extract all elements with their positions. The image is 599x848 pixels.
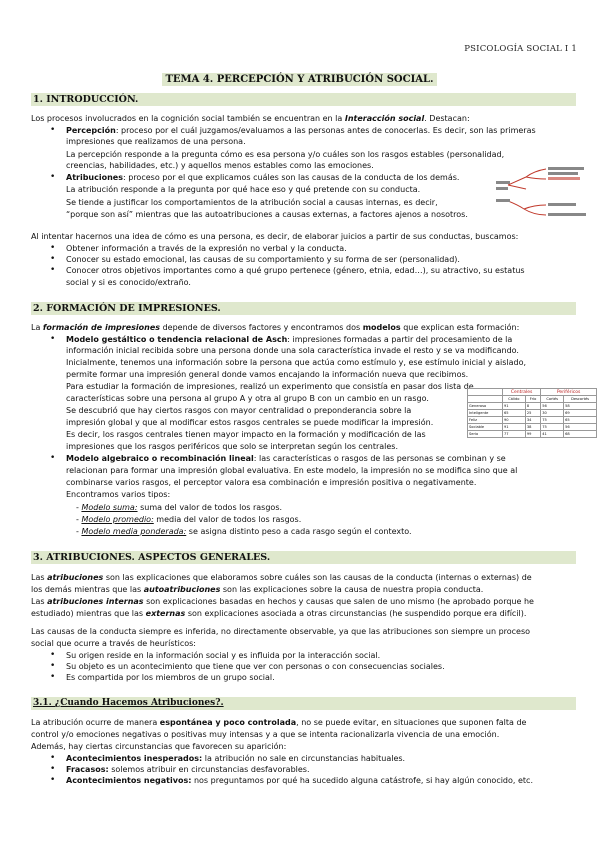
type-name: Modelo suma: — [81, 503, 138, 512]
table-cell: 56 — [541, 403, 564, 410]
section-1-bullets-2 — [66, 172, 566, 183]
term: Modelo gestáltico o tendencia relacional de Asch — [66, 335, 288, 344]
table-cell: 75 — [541, 417, 564, 424]
list-item — [66, 764, 566, 775]
table-header-centrales: Centrales — [502, 389, 540, 396]
model-1-line: permite formar una impresión general donde vamos encajando la información nueva que recibimos. — [66, 370, 469, 379]
model-2-bullet — [66, 453, 566, 464]
percepcion-line-3: La percepción responde a la pregunta cómo es esa persona y/o cuáles son los rasgos estables (personalidad, — [66, 150, 505, 159]
table-corner-2 — [468, 396, 503, 403]
term: Fracasos: — [66, 765, 109, 775]
section-1-bullets — [66, 125, 566, 136]
model-2-line: Encontramos varios tipos: — [66, 490, 171, 499]
list-item: • Su origen reside en la información social y es influida por la interacción social. — [66, 650, 566, 661]
list-item: • Es compartida por los miembros de un grupo social. — [66, 672, 566, 683]
model-1-line: impresiones que los rasgos periféricos que solo se interpretan según los centrales. — [66, 442, 398, 451]
title-wrap — [0, 67, 599, 86]
section-3-list — [66, 650, 566, 684]
table-cell: 65 — [564, 417, 597, 424]
table-header-perifericos: Periféricos — [541, 389, 597, 396]
attribution-diagram-figure — [494, 165, 594, 227]
table-cell: 99 — [525, 431, 540, 438]
table-row — [468, 410, 597, 417]
intro-text-mid: depende de diversos factores y encontramos dos — [160, 323, 363, 332]
text: Las — [31, 573, 48, 582]
section-1-paragraph-2: Al intentar hacernos una idea de cómo es una persona, es decir, de elaborar juicios a partir de sus conductas, buscamos: — [31, 232, 519, 241]
model-1-line: Se descubrió que hay ciertos rasgos con mayor centralidad o preponderancia sobre la — [66, 406, 412, 415]
table-cell: 8 — [525, 403, 540, 410]
table-col-header: Cálido — [502, 396, 525, 403]
term: Acontecimientos negativos: — [66, 776, 192, 786]
type-desc: suma del valor de todos los rasgos. — [137, 503, 283, 512]
model-1-line: información inicial recibida sobre una persona donde una sola característica invade el resto y se va modificando. — [66, 346, 519, 355]
text: La atribución ocurre de manera — [31, 718, 160, 727]
table-row — [468, 403, 597, 410]
text: son las explicaciones sobre la causa de nuestra propia conducta. — [220, 585, 484, 594]
table-col-header: Cortés — [541, 396, 564, 403]
page-header: PSICOLOGÍA SOCIAL I 1 — [464, 44, 577, 54]
intro-text: Los procesos involucrados en la cognición social también se encuentran en la — [31, 114, 345, 123]
table-col-header: Descortés — [564, 396, 597, 403]
model-1-line: Para estudiar la formación de impresiones, realizó un experimento que consistía en pasar dos lista de — [66, 382, 474, 391]
table-corner — [468, 389, 503, 396]
section-2-heading: 2. FORMACIÓN DE IMPRESIONES. — [31, 302, 576, 315]
table-cell: 56 — [564, 424, 597, 431]
type-item: - Modelo suma: suma del valor de todos los rasgos. — [76, 503, 283, 512]
list-item: • Conocer otros objetivos importantes como a qué grupo pertenece (género, etnia, edad…), su atractivo, su estatus — [66, 265, 566, 276]
intro-term: formación de impresiones — [42, 323, 161, 332]
table-cell: 68 — [564, 431, 597, 438]
table-row-label: Feliz — [468, 417, 503, 424]
desc: la atribución no sale en circunstancias habituales. — [202, 754, 406, 763]
list-continuation: social y si es conocido/extraño. — [66, 278, 191, 287]
model-1-bullet — [66, 334, 566, 345]
section-3-1-line-2: control y/o emociones negativas o positivas muy intensas y a que se intenta racionalizarla vivencia de una emoción. — [31, 730, 500, 739]
bold-text: espontánea y poco controlada — [159, 718, 297, 727]
section-3-1-list — [66, 753, 566, 787]
section-3-1-line-1 — [31, 717, 574, 728]
term: Atribuciones — [66, 173, 123, 182]
line: : las características o rasgos de las personas se combinan y se — [253, 454, 506, 463]
section-3-1-line-3: Además, hay ciertas circunstancias que favorecen su aparición: — [31, 742, 287, 751]
term: Acontecimientos inesperados: — [66, 754, 203, 763]
table-row — [468, 431, 597, 438]
section-3-line-4 — [31, 608, 574, 619]
model-1-line: Inicialmente, tenemos una información sobre la persona que actúa como estímulo y, ese estímulo inicial y aislado, — [66, 358, 527, 367]
table-row — [468, 417, 597, 424]
list-item: • Su objeto es un acontecimiento que tiene que ver con personas o con consecuencias sociales. — [66, 661, 566, 672]
table-row-label: Sociable — [468, 424, 503, 431]
desc: nos preguntamos por qué ha sucedido alguna catástrofe, si hay algún conocido, etc. — [191, 776, 533, 786]
intro-text-end: que explican esta formación: — [400, 323, 520, 332]
atribuciones-line-3: Se tiende a justificar los comportamientos de la atribución social a causas internas, es decir, — [66, 198, 438, 207]
section-3-line-2 — [31, 584, 574, 595]
table-cell: 34 — [525, 417, 540, 424]
type-name: Modelo media ponderada: — [81, 527, 187, 536]
atribuciones-line-4: “porque son así” mientras que las autoatribuciones a causas externas, a factores ajenos a nosotros. — [66, 210, 468, 219]
section-1-heading: 1. INTRODUCCIÓN. — [31, 93, 576, 106]
text: son las explicaciones que elaboramos sobre cuáles son las causas de la conducta (internas o externas) de — [103, 573, 532, 582]
list-item — [66, 453, 566, 464]
list-item — [66, 172, 566, 183]
line: : proceso por el cuál juzgamos/evaluamos a las personas antes de conocerlas. Es decir, son las primeras — [115, 126, 536, 135]
section-3-1-heading — [31, 697, 576, 710]
text: , no se puede evitar, en situaciones que suponen falta de — [296, 718, 527, 727]
table-cell: 91 — [502, 403, 525, 410]
type-name: Modelo promedio: — [81, 515, 154, 524]
term: autoatribuciones — [143, 585, 221, 594]
asch-table — [467, 388, 597, 438]
text: son explicaciones basadas en hechos y causas que salen de uno mismo (he aprobado porque he — [143, 597, 534, 606]
percepcion-line-2: impresiones que realizamos de una persona. — [66, 137, 246, 146]
section-3-line-1 — [31, 572, 574, 583]
text: son explicaciones asociada a otras circunstancias (he suspendido porque era difícil). — [185, 609, 527, 618]
table-header-row — [468, 389, 597, 396]
section-1-list — [66, 243, 566, 277]
model-1-line: características sobre una persona al grupo A y otra al grupo B con un cambio en un rasgo. — [66, 394, 429, 403]
section-3-heading: 3. ATRIBUCIONES. ASPECTOS GENERALES. — [31, 551, 576, 564]
model-2-line: combinarse varios rasgos, el perceptor valora esa combinación e impresión positiva o negativamente. — [66, 478, 477, 487]
term: Percepción — [66, 126, 116, 135]
type-desc: media del valor de todos los rasgos. — [153, 515, 302, 524]
list-item — [66, 753, 566, 764]
table-columns-row — [468, 396, 597, 403]
section-2-intro — [31, 322, 574, 333]
intro-bold: modelos — [362, 323, 401, 332]
table-cell: 38 — [525, 424, 540, 431]
table-col-header: Frío — [525, 396, 540, 403]
section-3-p2-line-2: social que ocurre a través de heurísticos: — [31, 639, 196, 648]
document-title: TEMA 4. PERCEPCIÓN Y ATRIBUCIÓN SOCIAL. — [162, 73, 436, 86]
table-row — [468, 424, 597, 431]
intro-text: La — [31, 323, 43, 332]
percepcion-line-4: creencias, habilidades, etc.) y aquellos menos estables como las emociones. — [66, 161, 374, 170]
section-3-p2-line-1: Las causas de la conducta siempre es inferida, no directamente observable, ya que las atribuciones son siempre un proceso — [31, 627, 531, 636]
intro-text-end: . Destacan: — [424, 114, 470, 123]
type-item: - Modelo promedio: media del valor de todos los rasgos. — [76, 515, 302, 524]
line: : impresiones formadas a partir del procesamiento de la — [287, 335, 513, 344]
term: atribuciones internas — [47, 597, 144, 606]
term: atribuciones — [47, 573, 104, 582]
line: : proceso por el que explicamos cuáles son las causas de la conducta de los demás. — [123, 173, 460, 182]
model-2-line: relacionan para formar una impresión global evaluativa. En este modelo, la impresión no se modifica sino que al — [66, 466, 518, 475]
table-cell: 91 — [502, 424, 525, 431]
desc: solemos atribuir en circunstancias desfavorables. — [108, 765, 310, 775]
term: Modelo algebraico o recombinación lineal — [66, 454, 254, 463]
table-cell: 41 — [541, 431, 564, 438]
table-cell: 30 — [541, 410, 564, 417]
list-item — [66, 125, 566, 136]
type-desc: se asigna distinto peso a cada rasgo según el contexto. — [186, 527, 412, 536]
list-item: • Obtener información a través de la expresión no verbal y la conducta. — [66, 243, 566, 254]
list-item — [66, 775, 566, 786]
intro-term: Interacción social — [344, 114, 425, 123]
table-cell: 90 — [502, 417, 525, 424]
text: estudiado) mientras que las — [31, 609, 146, 618]
model-1-line: impresión global y que al modificar estos rasgos centrales se puede modificar la impresión. — [66, 418, 434, 427]
table-cell: 25 — [525, 410, 540, 417]
type-item: - Modelo media ponderada: se asigna distinto peso a cada rasgo según el contexto. — [76, 527, 412, 536]
table-cell: 77 — [502, 431, 525, 438]
table-cell: 69 — [564, 410, 597, 417]
model-1-line: Es decir, los rasgos centrales tienen mayor impacto en la formación y modificación de las — [66, 430, 426, 439]
list-item — [66, 334, 566, 345]
atribuciones-line-2: La atribución responde a la pregunta por qué hace eso y qué pretende con su conducta. — [66, 185, 421, 194]
term: externas — [145, 609, 186, 618]
section-1-intro — [31, 113, 574, 124]
section-3-1-heading-text: 3.1. ¿Cuando Hacemos Atribuciones?. — [33, 698, 224, 708]
table-cell: 75 — [541, 424, 564, 431]
table-row-label: Generoso — [468, 403, 503, 410]
section-3-line-3 — [31, 596, 574, 607]
table-row-label: Inteligente — [468, 410, 503, 417]
table-row-label: Serio — [468, 431, 503, 438]
table-cell: 65 — [502, 410, 525, 417]
text: Las — [31, 597, 48, 606]
table-cell: 58 — [564, 403, 597, 410]
text: los demás mientras que las — [31, 585, 144, 594]
list-item: • Conocer su estado emocional, las causas de su comportamiento y su forma de ser (personalidad). — [66, 254, 566, 265]
